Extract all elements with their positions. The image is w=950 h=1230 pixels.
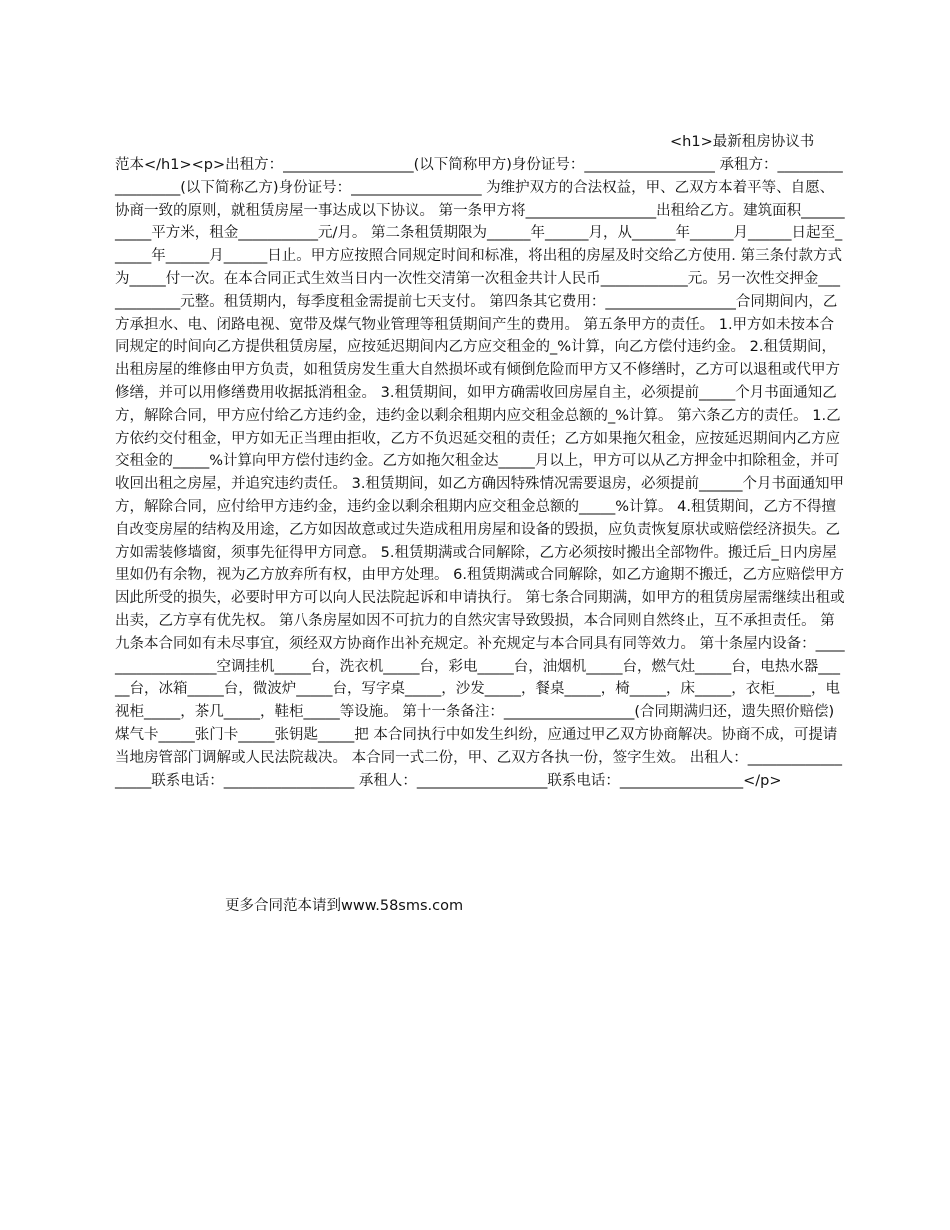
footer-link-text: 更多合同范本请到www.58sms.com	[225, 898, 464, 914]
document-heading: <h1>最新租房协议书	[670, 134, 815, 150]
contract-body-text: 范本</h1><p>出租方：__________________(以下简称甲方)身份证号：__________________ 承租方：__________________(以下简称乙方)身份证号：__________________ 为维护双方的合法权益，甲、乙双方本着平等、自愿、协商一致的原则，就租赁房屋一事达成以下协议。 第一条甲方将__________________出租给乙方。建筑面积___________平方米，租金___________元/月。 第二条租赁期限为______年______月，从______年______月______日起至______年______月______日止。甲方应按照合同规定时间和标准，将出租的房屋及时交给乙方使用. 第三条付款方式为_____付一次。在本合同正式生效当日内一次性交清第一次租金共计人民币____________元。另一次性交押金____________元整。租赁期内，每季度租金需提前七天支付。 第四条其它费用：__________________合同期间内，乙方承担水、电、闭路电视、宽带及煤气物业管理等租赁期间产生的费用。 第五条甲方的责任。 1.甲方如未按本合同规定的时间向乙方提供租赁房屋，应按延迟期间内乙方应交租金的_%计算，向乙方偿付违约金。 2.租赁期间，出租房屋的维修由甲方负责，如租赁房发生重大自然损坏或有倾倒危险而甲方又不修缮时，乙方可以退租或代甲方修缮，并可以用修缮费用收据抵消租金。 3.租赁期间，如甲方确需收回房屋自主，必须提前_____个月书面通知乙方，解除合同，甲方应付给乙方违约金，违约金以剩余租期内应交租金总额的_%计算。 第六条乙方的责任。 1.乙方依约交付租金，甲方如无正当理由拒收，乙方不负迟延交租的责任；乙方如果拖欠租金，应按延迟期间内乙方应交租金的_____%计算向甲方偿付违约金。乙方如拖欠租金达_____月以上，甲方可以从乙方押金中扣除租金，并可收回出租之房屋，并追究违约责任。 3.租赁期间，如乙方确因特殊情况需要退房，必须提前______个月书面通知甲方，解除合同，应付给甲方违约金，违约金以剩余租期内应交租金总额的_____%计算。 4.租赁期间，乙方不得擅自改变房屋的结构及用途，乙方如因故意或过失造成租用房屋和设备的毁损，应负责恢复原状或赔偿经济损失。乙方如需装修墙窗，须事先征得甲方同意。 5.租赁期满或合同解除，乙方必须按时搬出全部物件。搬迁后_日内房屋里如仍有余物，视为乙方放弃所有权，由甲方处理。 6.租赁期满或合同解除，如乙方逾期不搬迁，乙方应赔偿甲方因此所受的损失，必要时甲方可以向人民法院起诉和申请执行。 第七条合同期满，如甲方的租赁房屋需继续出租或出卖，乙方享有优先权。 第八条房屋如因不可抗力的自然灾害导致毁损，本合同则自然终止，互不承担责任。 第九条本合同如有未尽事宜，须经双方协商作出补充规定。补充规定与本合同具有同等效力。 第十条屋内设备：__________________空调挂机_____台，洗衣机_____台，彩电_____台，油烟机_____台，燃气灶_____台，电热水器_____台，冰箱_____台，微波炉_____台，写字桌_____，沙发_____，餐桌_____，椅_____，床_____，衣柜_____，电视柜_____，茶几_____，鞋柜_____等设施。 第十一条备注：__________________(合同期满归还，遗失照价赔偿) 煤气卡_____张门卡_____张钥匙_____把 本合同执行中如发生纠纷，应通过甲乙双方协商解决。协商不成，可提请当地房管部门调解或人民法院裁决。 本合同一式二份，甲、乙双方各执一份，签字生效。 出租人：__________________联系电话：__________________ 承租人：__________________联系电话：_________________</p>	[115, 157, 845, 789]
